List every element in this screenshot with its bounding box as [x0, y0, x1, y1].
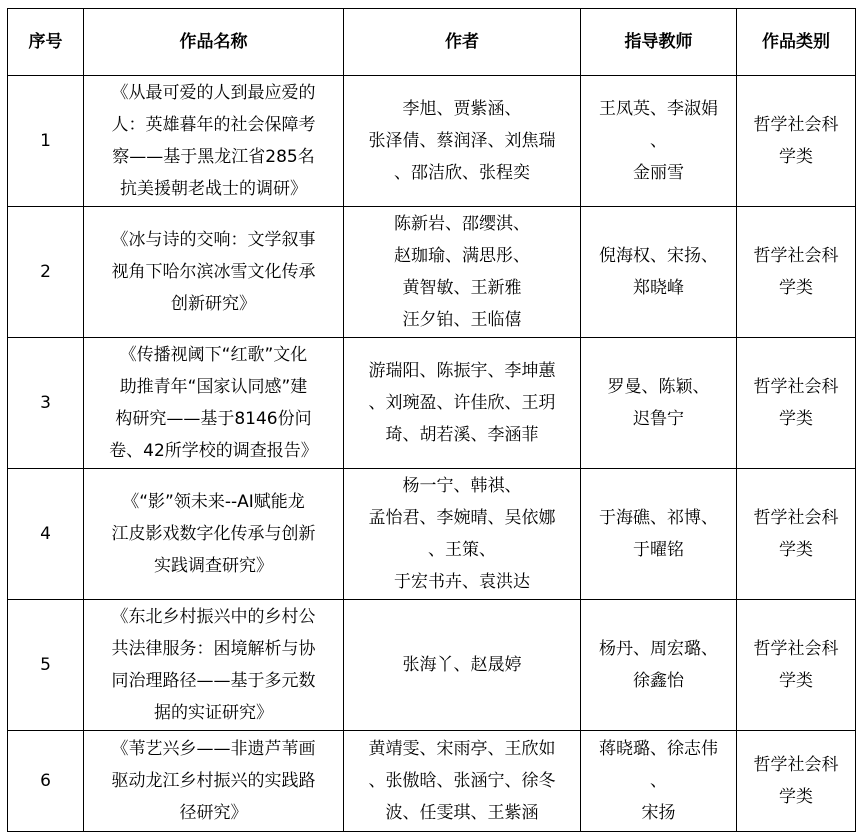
category-line: 学类 [779, 278, 813, 298]
category-line: 哲学社会科 [753, 115, 839, 135]
category-line: 学类 [779, 671, 813, 691]
header-authors: 作者 [344, 9, 581, 76]
authors-line: 陈新岩、邵缨淇、 [394, 214, 530, 234]
title-cell [84, 731, 344, 832]
row-number-cell: 3 [8, 338, 84, 469]
title-line: 《冰与诗的交响：文学叙事 [111, 230, 316, 250]
advisors-line: 郑晓峰 [633, 278, 684, 298]
title-line: 实践调查研究》 [154, 556, 273, 576]
title-line: 创新研究》 [171, 294, 256, 314]
category-line: 学类 [779, 540, 813, 560]
advisors-line: 王凤英、李淑娟 [599, 99, 718, 119]
header-no: 序号 [8, 9, 84, 76]
category-line: 哲学社会科 [753, 639, 839, 659]
category-cell [737, 469, 856, 600]
authors-line: 张泽倩、蔡润泽、刘焦瑞 [368, 131, 556, 151]
title-line: 《东北乡村振兴中的乡村公 [111, 607, 316, 627]
advisors-cell [581, 207, 737, 338]
advisors-line: 杨丹、周宏璐、 [599, 639, 718, 659]
table-row [8, 731, 856, 832]
title-cell [84, 600, 344, 731]
advisors-line: 于海礁、祁博、 [599, 508, 718, 528]
category-cell [737, 76, 856, 207]
table-row [8, 76, 856, 207]
authors-line: 汪夕铂、王临僖 [402, 310, 522, 330]
advisors-line: 宋扬 [641, 803, 676, 823]
advisors-line: 蒋晓璐、徐志伟 [599, 739, 718, 759]
row-number-cell: 2 [8, 207, 84, 338]
table-row [8, 469, 856, 600]
authors-line: 游瑞阳、陈振宇、李坤蕙 [368, 361, 556, 381]
authors-line: 黄靖雯、宋雨亭、王欣如 [368, 739, 556, 759]
title-line: 抗美援朝老战士的调研》 [120, 179, 307, 199]
title-line: 人：英雄暮年的社会保障考 [111, 115, 316, 135]
advisors-line: 于曜铭 [633, 540, 684, 560]
advisors-cell [581, 731, 737, 832]
title-line: 同治理路径——基于多元数 [111, 671, 316, 691]
advisors-cell [581, 600, 737, 731]
category-cell [737, 338, 856, 469]
category-cell [737, 207, 856, 338]
advisors-cell [581, 76, 737, 207]
category-line: 学类 [779, 409, 813, 429]
authors-line: 琦、胡若溪、李涵菲 [385, 425, 539, 445]
table-row [8, 600, 856, 731]
authors-cell [344, 207, 581, 338]
authors-line: 黄智敏、王新雅 [402, 278, 522, 298]
advisors-line: 罗曼、陈颖、 [607, 377, 710, 397]
title-line: 视角下哈尔滨冰雪文化传承 [111, 262, 316, 282]
header-advisors: 指导教师 [581, 9, 737, 76]
advisors-cell [581, 338, 737, 469]
authors-cell [344, 600, 581, 731]
authors-line: 张海丫、赵晟婷 [402, 655, 522, 675]
title-cell [84, 469, 344, 600]
category-line: 哲学社会科 [753, 508, 839, 528]
header-category: 作品类别 [737, 9, 856, 76]
advisors-line: 迟鲁宁 [633, 409, 684, 429]
authors-line: 李旭、贾紫涵、 [402, 99, 522, 119]
header-row [8, 9, 856, 76]
category-line: 学类 [779, 147, 813, 167]
advisors-line: 徐鑫怡 [633, 671, 684, 691]
authors-cell [344, 469, 581, 600]
title-line: 卷、42所学校的调查报告》 [109, 441, 318, 461]
authors-line: 、张傲晗、张涵宁、徐冬 [368, 771, 556, 791]
row-number-cell: 1 [8, 76, 84, 207]
title-line: 《从最可爱的人到最应爱的 [111, 83, 316, 103]
advisors-line: 倪海权、宋扬、 [599, 246, 718, 266]
title-line: 驱动龙江乡村振兴的实践路 [111, 771, 316, 791]
advisors-line: 、 [650, 131, 667, 151]
title-line: 据的实证研究》 [154, 703, 273, 723]
title-line: 《苇艺兴乡——非遗芦苇画 [111, 739, 316, 759]
title-cell [84, 207, 344, 338]
title-line: 《“影”领未来--AI赋能龙 [122, 492, 305, 512]
row-number-cell: 4 [8, 469, 84, 600]
title-line: 察——基于黑龙江省285名 [112, 147, 315, 167]
table-body [8, 76, 856, 832]
title-line: 《传播视阈下“红歌”文化 [119, 345, 308, 365]
category-line: 学类 [779, 787, 813, 807]
category-line: 哲学社会科 [753, 755, 839, 775]
authors-cell [344, 76, 581, 207]
authors-line: 赵珈瑜、满思彤、 [394, 246, 530, 266]
row-number-cell: 5 [8, 600, 84, 731]
row-number-cell: 6 [8, 731, 84, 832]
authors-line: 、刘琬盈、许佳欣、王玥 [368, 393, 556, 413]
category-cell [737, 600, 856, 731]
title-line: 径研究》 [179, 803, 248, 823]
category-line: 哲学社会科 [753, 246, 839, 266]
authors-line: 、邵洁欣、张程奕 [394, 163, 530, 183]
table-row [8, 207, 856, 338]
advisors-line: 金丽雪 [633, 163, 684, 183]
advisors-line: 、 [650, 771, 667, 791]
table-row [8, 338, 856, 469]
authors-cell [344, 338, 581, 469]
category-cell [737, 731, 856, 832]
header-title: 作品名称 [84, 9, 344, 76]
title-line: 构研究——基于8146份问 [115, 409, 312, 429]
authors-line: 孟怡君、李婉晴、吴依娜 [368, 508, 556, 528]
title-cell [84, 338, 344, 469]
awards-table [7, 8, 856, 832]
advisors-cell [581, 469, 737, 600]
authors-line: 、王策、 [428, 540, 496, 560]
title-line: 共法律服务：困境解析与协 [111, 639, 316, 659]
authors-line: 波、任雯琪、王紫涵 [385, 803, 539, 823]
authors-line: 于宏书卉、袁洪达 [394, 572, 530, 592]
category-line: 哲学社会科 [753, 377, 839, 397]
title-line: 助推青年“国家认同感”建 [119, 377, 308, 397]
title-line: 江皮影戏数字化传承与创新 [111, 524, 316, 544]
authors-line: 杨一宁、韩祺、 [402, 476, 522, 496]
authors-cell [344, 731, 581, 832]
title-cell [84, 76, 344, 207]
